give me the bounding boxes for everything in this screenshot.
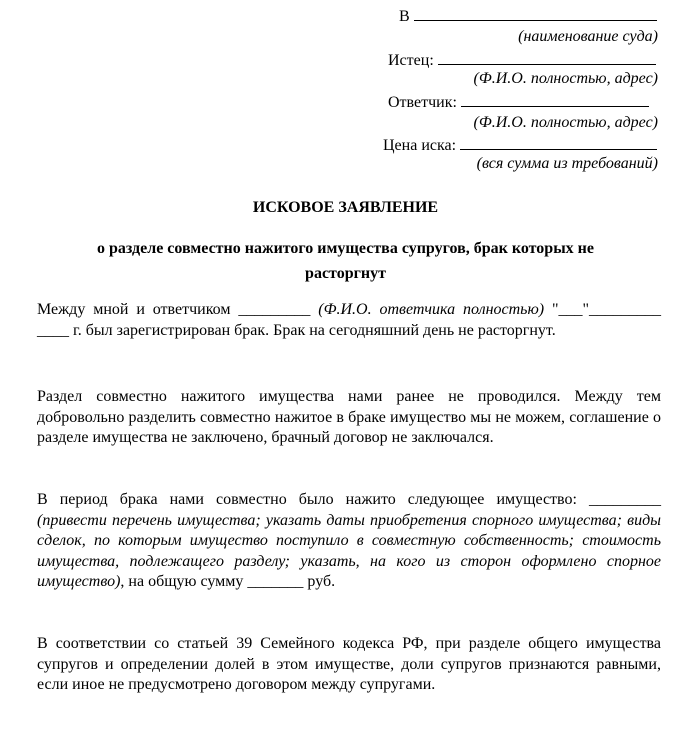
defendant-hint: (Ф.И.О. полностью, адрес): [473, 114, 658, 131]
paragraph-no-division: Раздел совместно нажитого имущества нами ранее не проводился. Между тем добровольно разделить совместно нажитое в браке имущество мы не можем, соглашение о разделе имущества не заключено, брачный договор не заключался.: [37, 388, 661, 446]
plaintiff-blank: [438, 50, 656, 65]
claim-price-line: [383, 135, 657, 155]
p3-text-c: , на общую сумму _______ руб.: [120, 573, 336, 590]
p1-text-c: "___"_________ ____ г. был зарегистрирован брак. Брак на сегодняшний день не расторгнут.: [37, 301, 662, 339]
plaintiff-line: [388, 50, 656, 70]
p3-text-a: В период брака нами совместно было нажито следующее имущество: _________: [37, 491, 661, 508]
paragraph-article-39: В соответствии со статьей 39 Семейного кодекса РФ, при разделе общего имущества супругов и определении долей в этом имуществе, доли супругов признаются равными, если иное не предусмотрено договором между супругами.: [37, 635, 661, 693]
p1-text-a: Между мной и ответчиком _________: [37, 301, 319, 318]
document-title: ИСКОВОЕ ЗАЯВЛЕНИЕ: [252, 199, 439, 216]
paragraph-marriage: [37, 300, 661, 341]
court-line: [399, 6, 657, 26]
paragraph-property: [37, 490, 661, 593]
defendant-line: [388, 92, 649, 112]
document-subtitle: о разделе совместно нажитого имущества супругов, брак которых не расторгнут: [96, 240, 594, 282]
court-hint: (наименование суда): [518, 28, 658, 45]
court-prefix: В: [399, 8, 410, 25]
defendant-label: Ответчик:: [388, 94, 457, 111]
defendant-blank: [461, 92, 649, 107]
claim-price-blank: [460, 135, 657, 150]
plaintiff-label: Истец:: [388, 52, 434, 69]
p1-hint: (Ф.И.О. ответчика полностью): [318, 301, 545, 318]
plaintiff-hint: (Ф.И.О. полностью, адрес): [473, 70, 658, 87]
p3-hint: (привести перечень имущества; указать даты приобретения спорного имущества; виды сделок, по которым имущество поступило в совместную собственность; стоимость имущества, подлежащего разделу; указать, на кого из сторон оформлено спорное имущество): [37, 511, 661, 590]
court-blank: [414, 6, 657, 21]
claim-price-label: Цена иска:: [383, 137, 457, 154]
claim-price-hint: (вся сумма из требований): [476, 155, 658, 172]
